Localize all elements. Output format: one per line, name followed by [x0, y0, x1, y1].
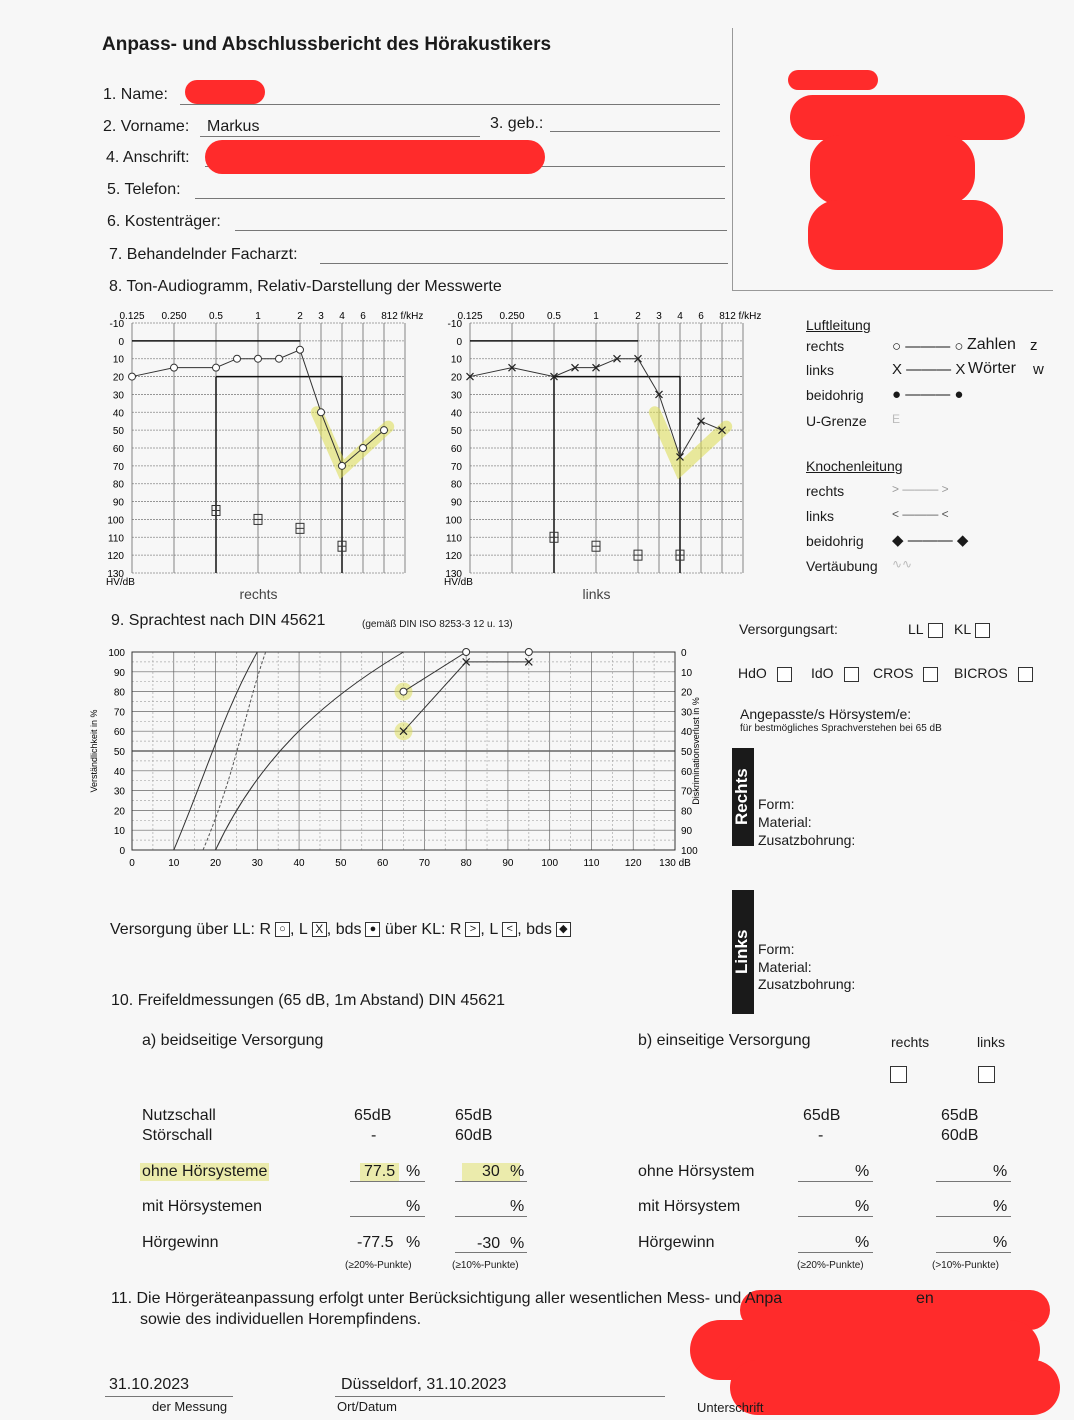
date-line [105, 1396, 233, 1397]
audiogram-right-highlight [317, 412, 388, 469]
audiogram-right-freq-tick: 6 [360, 311, 366, 322]
footer-ort: Düsseldorf, 31.10.2023 [341, 1376, 507, 1393]
audiogram-left-db-tick: 120 [445, 551, 462, 563]
freifeld-links-checkbox[interactable] [978, 1066, 995, 1083]
kostentraeger-label: 6. Kostenträger: [107, 213, 221, 230]
angepasst-note: für bestmögliches Sprachverstehen bei 65 dB [740, 723, 942, 734]
speech-ylabel: Verständlichkeit in % [89, 709, 99, 793]
b-mit-pct-1: % [855, 1198, 870, 1215]
speech-x-tick: 130 dB [659, 858, 691, 869]
legend-zahlen: Zahlen [967, 336, 1016, 353]
audiogram-right-freq-tick: 0.125 [119, 311, 145, 322]
a-col1-nutz: 65dB [354, 1107, 392, 1124]
legend-air-rechts: rechts [806, 338, 845, 354]
audiogram-right-db-tick: 110 [108, 533, 124, 545]
audiogram-right-air-point [360, 445, 367, 452]
document-title: Anpass- und Abschlussbericht des Hörakustikers [102, 34, 552, 55]
speech-y-tick: 10 [113, 826, 125, 838]
speech-y-tick-right: 0 [681, 648, 687, 659]
bicros-checkbox[interactable] [1018, 667, 1033, 682]
audiogram-right-db-tick: 130 [107, 569, 124, 580]
vorname-line [200, 136, 480, 137]
legend-circle-symbol: ○ ——— ○ [892, 338, 964, 355]
audiogram-right-db-tick: -10 [109, 319, 124, 330]
audiogram-right-db-tick: 120 [107, 551, 124, 563]
facharzt-line [320, 263, 728, 264]
audiogram-left-db-tick: 40 [450, 408, 462, 420]
audiogram-left-freq-tick: 0.250 [499, 311, 525, 322]
gewinn-value-1: -77.5 [357, 1234, 394, 1251]
telefon-line [195, 198, 725, 199]
redaction-stamp-3 [810, 135, 975, 205]
p11-line1-end: en [916, 1290, 934, 1307]
b-ohne-line-2 [936, 1181, 1011, 1182]
audiogram-right-air-point [297, 346, 304, 353]
ort-line [335, 1396, 665, 1397]
redaction-address [205, 140, 545, 174]
kl-bds-checkbox[interactable]: ◆ [556, 922, 571, 937]
speech-ylabel-right: Diskriminationsverlust in % [691, 697, 701, 805]
ohne-line-2 [455, 1181, 527, 1182]
audiogram-left-db-tick: 130 [445, 569, 462, 580]
b-col1-stoer: - [818, 1127, 824, 1144]
speech-y-tick: 80 [113, 687, 125, 699]
links-bar: Links [732, 890, 754, 1014]
speech-x-tick: 0 [129, 858, 135, 869]
rechts-material: Material: [758, 814, 812, 830]
b-gewinn-pct-1: % [855, 1234, 870, 1251]
hdo-checkbox[interactable] [777, 667, 792, 682]
audiogram-right-db-tick: 10 [112, 354, 124, 366]
ido-label: IdO [811, 665, 834, 681]
redaction-signature-3 [730, 1360, 1060, 1415]
audiogram-left-db-tick: 100 [445, 515, 462, 527]
name-label: 1. Name: [103, 86, 168, 103]
gewinn-line-2 [455, 1252, 527, 1253]
speech-x-tick: 40 [293, 858, 305, 869]
cros-checkbox[interactable] [923, 667, 938, 682]
audiogram-right-db-tick: 40 [112, 408, 124, 420]
audiogram-right-air-point [234, 355, 241, 362]
b-col2-nutz: 65dB [941, 1107, 979, 1124]
a-col2-stoer: 60dB [455, 1127, 493, 1144]
speech-x-tick: 60 [377, 858, 389, 869]
speech-x-tick: 120 [624, 858, 642, 869]
audiogram-right-db-tick: 90 [112, 497, 124, 509]
legend-bone-links: links [806, 508, 835, 524]
audiogram-left-db-tick: 20 [450, 372, 462, 384]
telefon-label: 5. Telefon: [107, 181, 181, 198]
b-ohne-pct-2: % [993, 1163, 1008, 1180]
freifeld-rechts: rechts [891, 1034, 930, 1050]
speech-x-tick: 50 [335, 858, 347, 869]
legend-cross-symbol: X ——— X [892, 361, 966, 378]
audiogram-left-freq-tick: 12 f/kHz [724, 311, 762, 322]
ohne-label: ohne Hörsysteme [142, 1163, 268, 1180]
audiogram-left-db-tick: -10 [447, 319, 462, 330]
p11-line1: 11. Die Hörgeräteanpassung erfolgt unter Berücksichtigung aller wesentlichen Mess- und Anpa [111, 1290, 783, 1307]
audiogram-svg [95, 305, 795, 605]
speech-y-tick-right: 60 [681, 766, 693, 778]
ll-label: LL [908, 621, 924, 637]
footer-date-label: der Messung [152, 1399, 228, 1414]
bicros-label: BICROS [954, 665, 1008, 681]
b-ohne-label: ohne Hörsystem [638, 1163, 755, 1180]
audiogram-right-db-tick: 0 [118, 336, 124, 348]
b-gewinn-pct-2: % [993, 1234, 1008, 1251]
geb-line [550, 131, 720, 132]
hdo-option [738, 665, 792, 682]
ll-l-checkbox[interactable]: X [312, 922, 327, 937]
audiogram-left-db-tick: 0 [456, 336, 462, 348]
redaction-stamp-4 [808, 200, 1003, 270]
speech-y-tick: 50 [113, 747, 125, 758]
mit-line-2 [455, 1216, 527, 1217]
audiogram-right-db-tick: 80 [112, 479, 124, 491]
b-ohne-pct-1: % [855, 1163, 870, 1180]
ll-r-checkbox[interactable]: ○ [275, 922, 290, 937]
b-note-2: (>10%-Punkte) [932, 1260, 999, 1271]
ido-option [811, 665, 859, 682]
audiogram-left-freq-tick: 3 [656, 311, 662, 322]
ll-checkbox[interactable] [928, 623, 943, 638]
speech-x-tick: 70 [418, 858, 430, 869]
versorgung-ueber-row [110, 921, 571, 939]
audiogramm-label: 8. Ton-Audiogramm, Relativ-Darstellung der Messwerte [109, 278, 502, 295]
speech-x-tick: 90 [502, 858, 514, 869]
speech-right-point [525, 649, 532, 656]
audiogram-right-freq-tick: 0.250 [161, 311, 187, 322]
vorname-label: 2. Vorname: [103, 118, 190, 135]
rechts-zusatz: Zusatzbohrung: [758, 832, 856, 848]
b-col2-stoer: 60dB [941, 1127, 979, 1144]
legend-woerter: Wörter [968, 360, 1016, 377]
audiogram-right-air-point [129, 373, 136, 380]
audiogram-right-freq-tick: 2 [297, 311, 303, 322]
ohne-pct-2: % [510, 1163, 525, 1180]
mit-pct-1: % [406, 1198, 421, 1215]
stoerschall-label: Störschall [142, 1127, 213, 1144]
b-gewinn-line-1 [798, 1252, 873, 1253]
gewinn-pct-2: % [510, 1235, 525, 1252]
a-col1-stoer: - [371, 1127, 377, 1144]
speech-y-tick-right: 20 [681, 687, 693, 699]
b-ohne-line-1 [798, 1181, 873, 1182]
gewinn-note-1: (≥20%-Punkte) [345, 1260, 412, 1271]
ido-checkbox[interactable] [844, 667, 859, 682]
audiogram-left-freq-tick: 6 [698, 311, 704, 322]
a-col2-nutz: 65dB [455, 1107, 493, 1124]
geb-label: 3. geb.: [490, 115, 544, 132]
anschrift-label: 4. Anschrift: [106, 149, 190, 166]
legend-bone-rechts: rechts [806, 483, 845, 499]
footer-ort-label: Ort/Datum [337, 1399, 397, 1414]
audiogram-left-highlight [655, 412, 726, 469]
ohne-value-1: 77.5 [360, 1163, 399, 1181]
audiogram-right-unit: HV/dB [106, 577, 135, 588]
audiogram-right-air-point [171, 364, 178, 371]
speech-y-tick-right: 50 [681, 747, 693, 758]
legend-bone-right-symbol: > ——— > [892, 482, 949, 496]
gewinn-value-2: -30 [477, 1235, 501, 1252]
b-col1-nutz: 65dB [803, 1107, 841, 1124]
gewinn-note-2: (≥10%-Punkte) [452, 1260, 519, 1271]
speech-y-tick: 70 [113, 707, 125, 719]
audiogram-left-unit: HV/dB [444, 577, 473, 588]
speech-y-tick-right: 30 [681, 707, 693, 719]
audiogram-left-freq-tick: 1 [593, 311, 599, 322]
audiogram-right-freq-tick: 1 [255, 311, 261, 322]
audiogram-right-db-tick: 50 [112, 426, 124, 438]
speech-y-tick: 40 [113, 766, 125, 778]
gewinn-pct-1: % [406, 1234, 421, 1251]
mit-pct-2: % [510, 1198, 525, 1215]
audiogram-left-freq-tick: 0.5 [547, 311, 561, 322]
p11-line2: sowie des individuellen Horempfindens. [140, 1311, 422, 1328]
b-mit-label: mit Hörsystem [638, 1198, 741, 1215]
audiogram-right-db-tick: 60 [112, 444, 124, 455]
audiogram-left-db-tick: 60 [450, 444, 462, 455]
speech-y-tick: 100 [108, 648, 125, 659]
b-note-1: (≥20%-Punkte) [797, 1260, 864, 1271]
audiogram-left-freq-tick: 2 [635, 311, 641, 322]
speech-y-tick-right: 90 [681, 826, 693, 838]
kl-bds-label: , bds [517, 921, 552, 938]
rechts-bar: Rechts [732, 748, 754, 846]
audiogram-right-db-tick: 30 [112, 390, 124, 402]
ohne-pct-1: % [406, 1163, 421, 1180]
audiogram-left-db-tick: 90 [450, 497, 462, 509]
speech-right-point [463, 649, 470, 656]
speech-y-tick: 20 [113, 806, 125, 818]
audiogram-left-db-tick: 30 [450, 390, 462, 402]
speech-x-tick: 110 [583, 858, 600, 869]
legend-bone-left-symbol: < ——— < [892, 507, 949, 521]
mit-line-1 [350, 1216, 425, 1217]
speech-y-tick: 30 [113, 786, 125, 798]
legend-air-links: links [806, 362, 835, 378]
cros-label: CROS [873, 665, 914, 681]
freifeld-a-label: a) beidseitige Versorgung [142, 1032, 324, 1049]
legend-ugrenze: U-Grenze [806, 413, 867, 429]
vorname-value: Markus [207, 118, 260, 135]
audiogram-right-freq-tick: 4 [339, 311, 345, 322]
freifeld-rechts-checkbox[interactable] [890, 1066, 907, 1083]
kostentraeger-line [235, 230, 727, 231]
audiogram-right-freq-tick: 8 [381, 311, 387, 322]
audiogram-right-air-point [381, 427, 388, 434]
mit-label: mit Hörsystemen [142, 1198, 263, 1215]
legend-bone-beidohrig: beidohrig [806, 533, 864, 549]
audiogram-right-db-tick: 20 [112, 372, 124, 384]
b-mit-pct-2: % [993, 1198, 1008, 1215]
speech-y-tick-right: 70 [681, 786, 693, 798]
audiogram-right-air-point [318, 409, 325, 416]
footer-date: 31.10.2023 [109, 1376, 190, 1393]
b-mit-line-2 [936, 1216, 1011, 1217]
legend-vertaeubung-symbol: ∿∿ [892, 557, 913, 571]
kl-l-label: , L [480, 921, 499, 938]
ll-option [908, 621, 943, 638]
audiogram-right-db-tick: 70 [112, 461, 124, 473]
audiogram-right-air-point [213, 364, 220, 371]
links-zusatz: Zusatzbohrung: [758, 976, 856, 992]
audiogram-right-caption: rechts [239, 586, 278, 602]
b-gewinn-label: Hörgewinn [638, 1234, 715, 1251]
audiogram-right-freq-tick: 12 f/kHz [386, 311, 424, 322]
angepasst-label: Angepasste/s Hörsystem/e: [740, 706, 912, 722]
legend-woerter-symbol: w [1033, 361, 1044, 378]
legend-ugrenze-symbol: E [892, 412, 901, 426]
freifeld-b-label: b) einseitige Versorgung [638, 1032, 811, 1049]
sprachtest-title: 9. Sprachtest nach DIN 45621 [111, 612, 326, 629]
links-material: Material: [758, 959, 812, 975]
kl-option [954, 621, 990, 638]
speech-y-tick-right: 10 [681, 667, 693, 679]
audiogram-left-caption: links [582, 586, 611, 602]
speech-x-tick: 30 [251, 858, 263, 869]
audiogram-left-db-tick: 50 [450, 426, 462, 438]
b-mit-line-1 [798, 1216, 873, 1217]
speech-x-tick: 80 [460, 858, 472, 869]
ll-bds-checkbox[interactable]: ● [365, 922, 380, 937]
ohne-value-2: 30 [462, 1163, 520, 1181]
kl-checkbox[interactable] [975, 623, 990, 638]
hdo-label: HdO [738, 665, 767, 681]
kl-l-checkbox[interactable]: < [502, 922, 517, 937]
rechts-form: Form: [758, 796, 795, 812]
ueber-ll-label: Versorgung über LL: R [110, 921, 271, 938]
b-gewinn-line-2 [936, 1252, 1011, 1253]
speech-y-tick: 60 [113, 727, 125, 739]
sprachtest-chart [85, 640, 725, 880]
audiogram-left-db-tick: 10 [450, 354, 462, 366]
audiogram-right-air-point [276, 355, 283, 362]
audiogram-left-db-tick: 110 [446, 533, 462, 545]
sprachtest-note: (gemäß DIN ISO 8253-3 12 u. 13) [362, 619, 513, 630]
ll-l-label: , L [290, 921, 308, 938]
footer-unterschrift: Unterschrift [697, 1400, 764, 1415]
redaction-name [185, 80, 265, 104]
kl-label: KL [954, 621, 972, 637]
bicros-option [954, 665, 1033, 682]
ueber-kl-label: über KL: R [380, 921, 462, 938]
ll-bds-label: , bds [326, 921, 362, 938]
speech-x-tick: 10 [168, 858, 180, 869]
links-form: Form: [758, 941, 795, 957]
audiogram-left-freq-tick: 4 [677, 311, 683, 322]
legend-air-beidohrig: beidohrig [806, 387, 864, 403]
nutzschall-label: Nutzschall [142, 1107, 216, 1124]
redaction-stamp-2 [790, 95, 1025, 140]
speech-x-tick: 20 [209, 858, 222, 869]
legend-luftleitung: Luftleitung [806, 317, 871, 333]
ohne-line-1 [350, 1181, 425, 1182]
legend-knochenleitung: Knochenleitung [806, 458, 903, 474]
name-line [180, 104, 720, 105]
facharzt-label: 7. Behandelnder Facharzt: [109, 246, 298, 263]
audiogram-right-freq-tick: 0.5 [209, 311, 223, 322]
versorgungsart-label: Versorgungsart: [739, 621, 838, 637]
audiogram-left-db-tick: 80 [450, 479, 462, 491]
gewinn-label: Hörgewinn [142, 1234, 219, 1251]
audiogram-right-air-point [339, 462, 346, 469]
freifeld-links: links [977, 1034, 1006, 1050]
speech-y-tick-right: 100 [681, 846, 698, 857]
speech-y-tick-right: 80 [681, 806, 693, 818]
speech-x-tick: 100 [541, 858, 559, 869]
speech-y-tick-right: 40 [681, 727, 693, 739]
redaction-stamp-1 [788, 70, 878, 90]
kl-r-checkbox[interactable]: > [465, 922, 480, 937]
audiogram-right-db-tick: 100 [107, 515, 124, 527]
legend-bone-both-symbol: ◆ ——— ◆ [892, 532, 969, 549]
cros-option [873, 665, 938, 682]
legend-vertaeubung: Vertäubung [806, 558, 878, 574]
audiogram-right-air-point [255, 355, 262, 362]
audiogram-right-freq-tick: 3 [318, 311, 324, 322]
speech-y-tick: 0 [119, 846, 125, 857]
audiogram-left-freq-tick: 0.125 [457, 311, 483, 322]
audiogram-left-freq-tick: 8 [719, 311, 725, 322]
speech-y-tick: 90 [113, 667, 125, 679]
audiogram-left-db-tick: 70 [450, 461, 462, 473]
legend-zahlen-symbol: z [1030, 337, 1038, 354]
freifeld-title: 10. Freifeldmessungen (65 dB, 1m Abstand) DIN 45621 [111, 992, 505, 1009]
speech-right-point [400, 688, 407, 695]
legend-dot-symbol: ● ——— ● [892, 386, 964, 403]
